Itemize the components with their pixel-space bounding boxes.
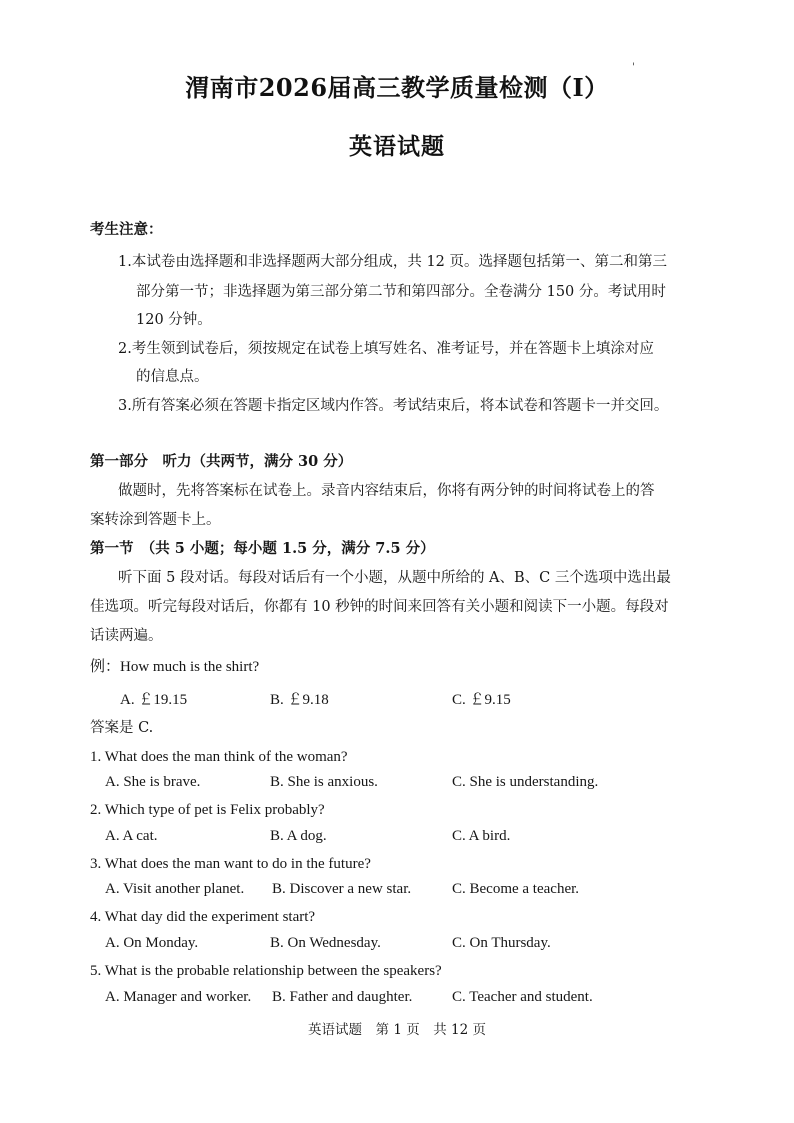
section1-heading: 第一节 （共 5 小题；每小题 1.5 分，满分 7.5 分） [90, 540, 435, 557]
notice-line: 部分第一节；非选择题为第三部分第二节和第四部分。全卷满分 150 分。考试用时 [136, 284, 666, 300]
part1-intro-line: 做题时，先将答案标在试卷上。录音内容结束后，你将有两分钟的时间将试卷上的答 [118, 483, 655, 499]
q1-option-a: A. She is brave. [105, 774, 201, 790]
q5-option-b: B. Father and daughter. [272, 989, 413, 1005]
question-3: 3. What does the man want to do in the future? [90, 856, 371, 872]
exam-title: 渭南市2026届高三教学质量检测（I） [185, 73, 609, 102]
example-option-a: A. ￡19.15 [120, 692, 188, 708]
q5-option-c: C. Teacher and student. [452, 989, 593, 1005]
q1-option-c: C. She is understanding. [452, 774, 599, 790]
question-5: 5. What is the probable relationship between the speakers? [90, 963, 442, 979]
question-2: 2. Which type of pet is Felix probably? [90, 802, 325, 818]
q3-option-a: A. Visit another planet. [105, 881, 245, 897]
question-4: 4. What day did the experiment start? [90, 909, 316, 925]
q4-option-b: B. On Wednesday. [270, 935, 381, 951]
section1-intro-line: 话读两遍。 [90, 628, 163, 644]
notice-line: 1.本试卷由选择题和非选择题两大部分组成，共 12 页。选择题包括第一、第二和第三 [118, 254, 668, 270]
q3-option-c: C. Become a teacher. [452, 881, 580, 897]
notice-line: 120 分钟。 [136, 312, 212, 328]
example-answer: 答案是 C. [90, 720, 154, 736]
q4-option-a: A. On Monday. [105, 935, 199, 951]
example-option-c: C. ￡9.15 [452, 692, 511, 708]
page-footer: 英语试题 第 1 页 共 12 页 [308, 1022, 486, 1038]
notice-line: 3.所有答案必须在答题卡指定区域内作答。考试结束后，将本试卷和答题卡一并交回。 [118, 398, 669, 414]
example-question: 例：How much is the shirt? [90, 659, 260, 675]
part1-heading: 第一部分 听力（共两节，满分 30 分） [90, 453, 353, 470]
part1-intro-line: 案转涂到答题卡上。 [90, 512, 221, 528]
q5-option-a: A. Manager and worker. [105, 989, 252, 1005]
notice-line: 的信息点。 [136, 369, 209, 385]
notice-heading: 考生注意： [90, 221, 163, 238]
q3-option-b: B. Discover a new star. [272, 881, 412, 897]
notice-line: 2.考生领到试卷后，须按规定在试卷上填写姓名、准考证号，并在答题卡上填涂对应 [118, 341, 654, 357]
q2-option-b: B. A dog. [270, 828, 327, 844]
q1-option-b: B. She is anxious. [270, 774, 378, 790]
question-1: 1. What does the man think of the woman? [90, 749, 348, 765]
q2-option-a: A. A cat. [105, 828, 158, 844]
section1-intro-line: 听下面 5 段对话。每段对话后有一个小题，从题中所给的 A、B、C 三个选项中选出最 [118, 570, 671, 586]
corner-mark: ' [632, 62, 635, 73]
q4-option-c: C. On Thursday. [452, 935, 551, 951]
section1-intro-line: 佳选项。听完每段对话后，你都有 10 秒钟的时间来回答有关小题和阅读下一小题。每段对 [90, 599, 669, 615]
q2-option-c: C. A bird. [452, 828, 511, 844]
exam-subtitle: 英语试题 [349, 133, 445, 160]
example-option-b: B. ￡9.18 [270, 692, 329, 708]
